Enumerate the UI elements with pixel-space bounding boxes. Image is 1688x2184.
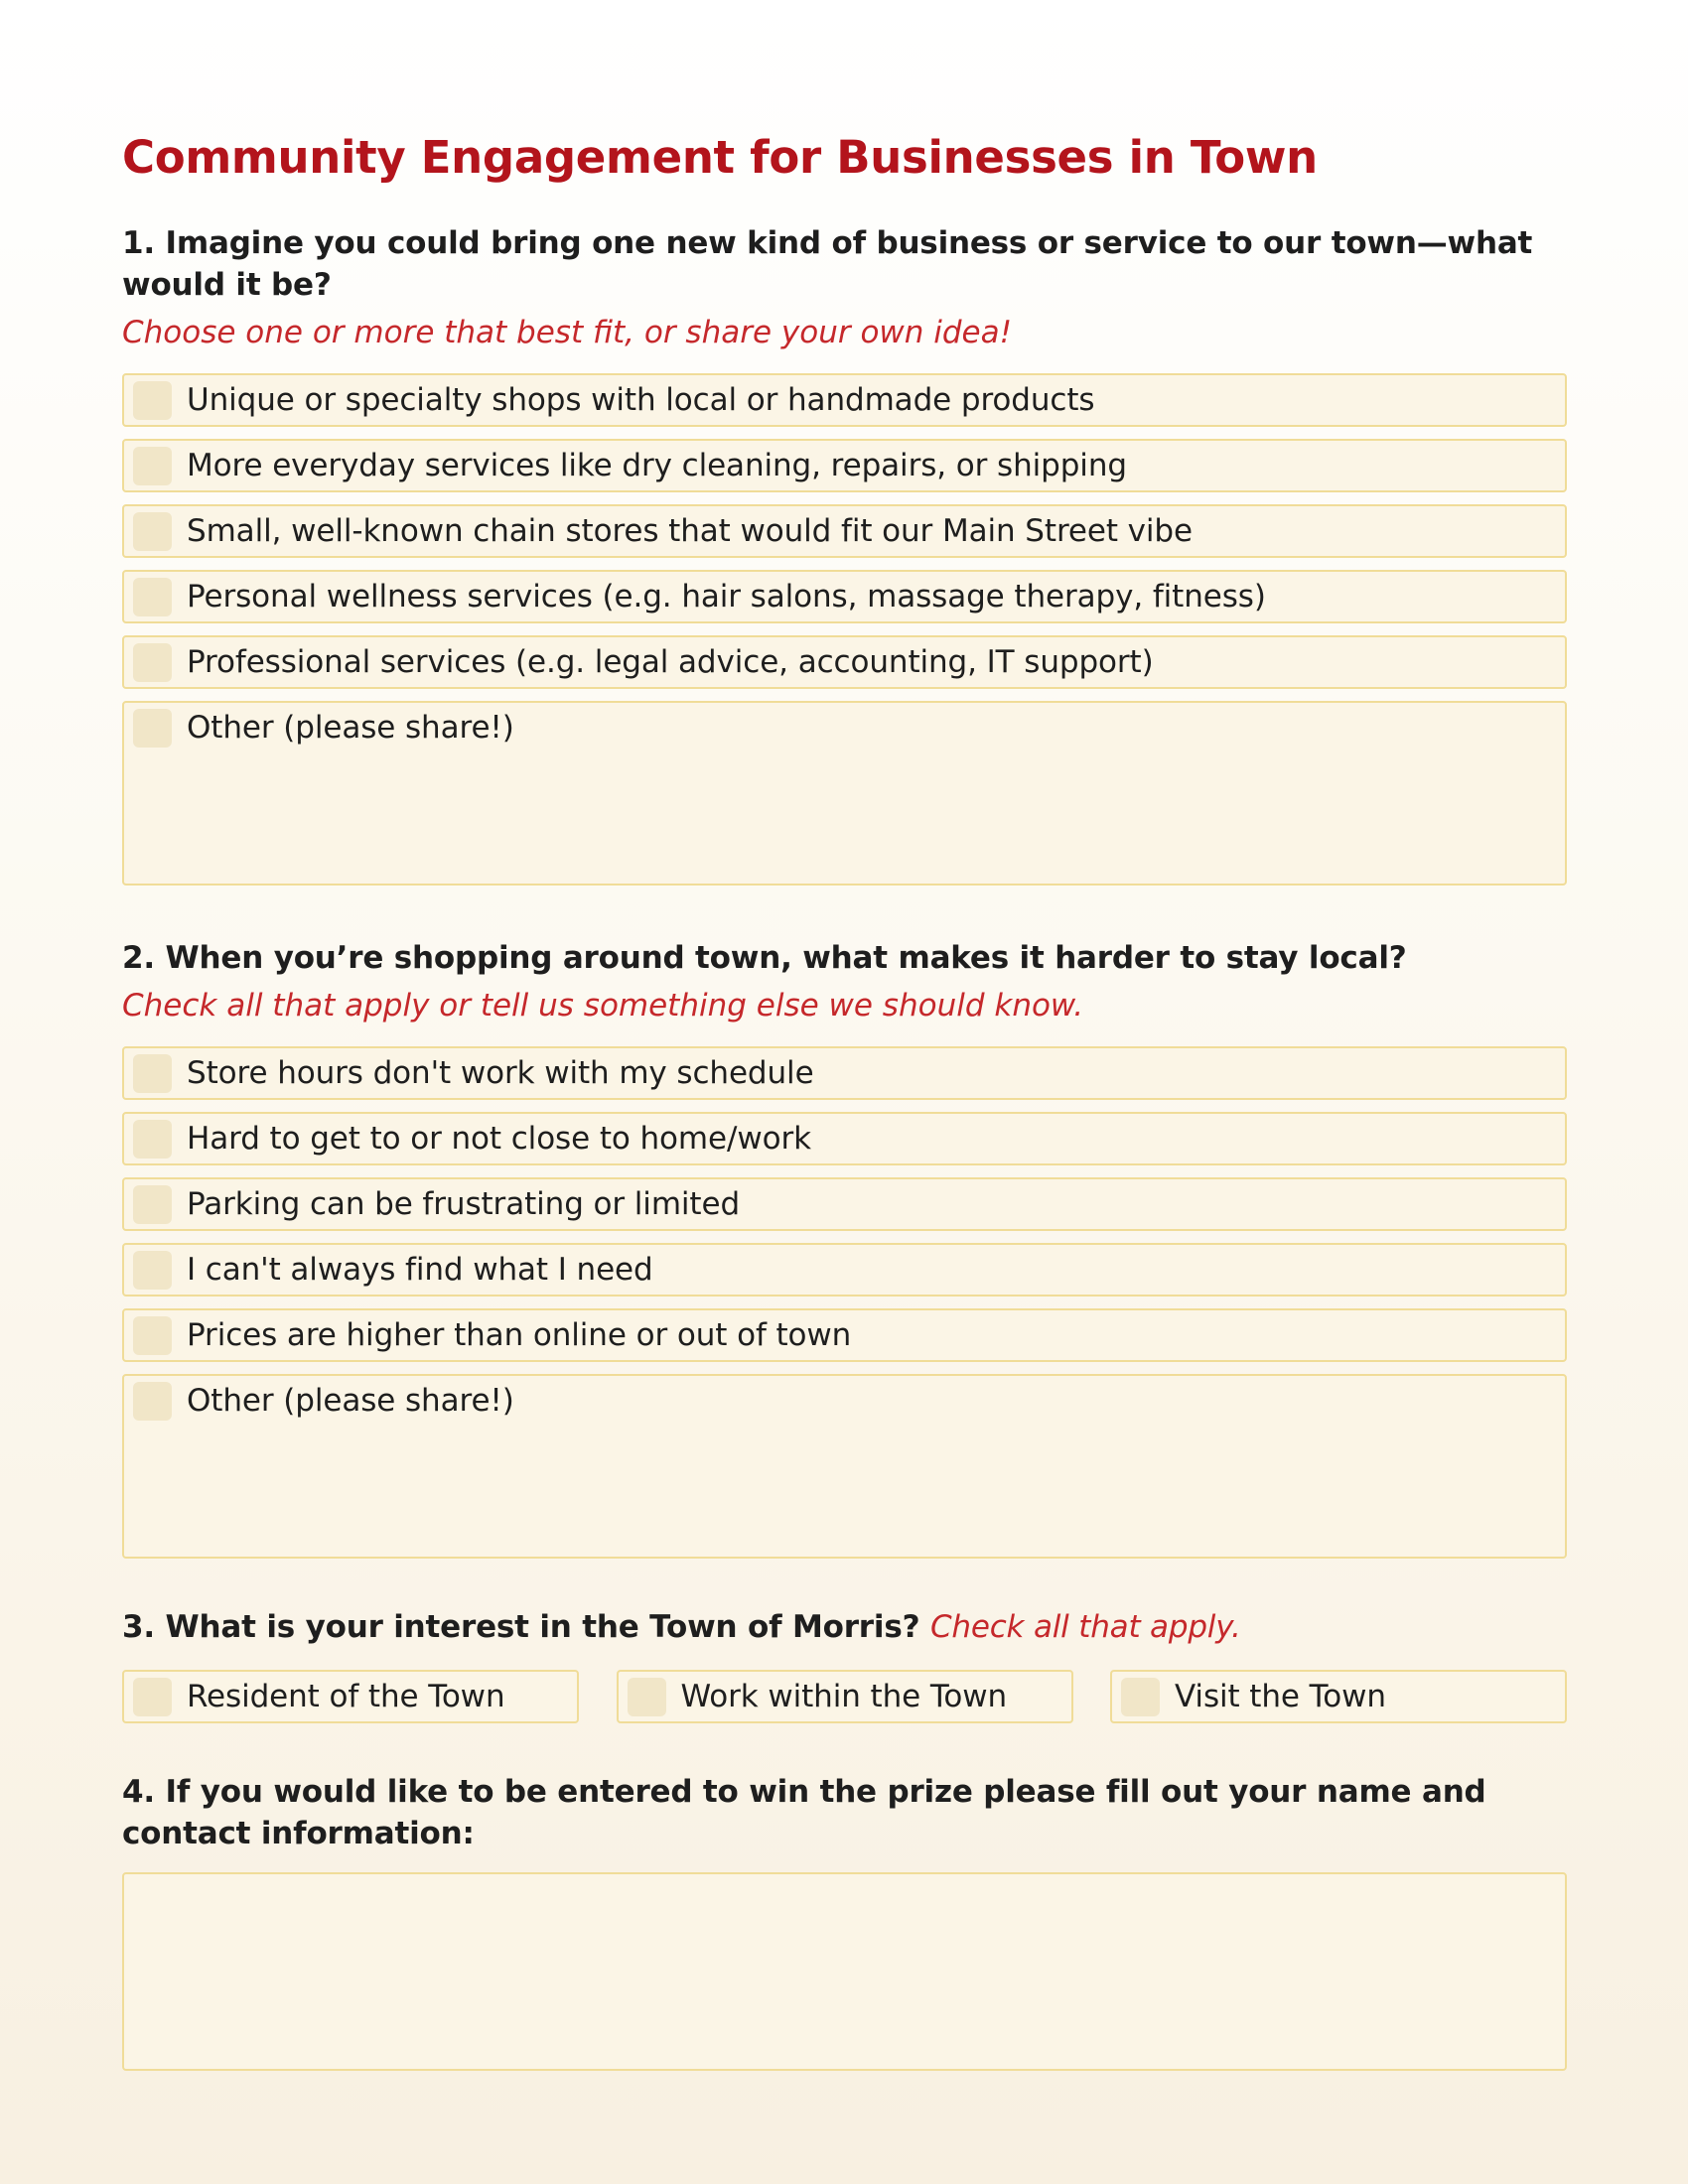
q2-option-label: I can't always find what I need [187,1252,653,1288]
contact-info-textarea[interactable] [122,1872,1567,2071]
q3-option-work[interactable] [617,1670,1073,1723]
question-3-hint: Check all that apply. [929,1609,1241,1645]
q2-checkbox-prices[interactable] [133,1316,172,1355]
question-2-options [122,1046,1567,1559]
question-3-label: 3. What is your interest in the Town of Morris? [122,1609,920,1645]
q2-checkbox-cant-find[interactable] [133,1251,172,1290]
question-4-text: 4. If you would like to be entered to win the prize please fill out your name and contact information: [122,1774,1486,1851]
q2-option-label: Parking can be frustrating or limited [187,1186,741,1222]
question-1-options [122,373,1567,886]
q2-option-prices[interactable] [122,1308,1567,1362]
q1-option-other-textarea[interactable] [122,701,1567,886]
question-3-text [122,1606,1567,1648]
q3-option-visit[interactable] [1110,1670,1567,1723]
q2-checkbox-other[interactable] [133,1382,172,1421]
question-2-hint: Check all that apply or tell us something else we should know. [122,988,1084,1024]
q1-option-label: Unique or specialty shops with local or handmade products [187,382,1095,418]
q1-option-label: Personal wellness services (e.g. hair salons, massage therapy, fitness) [187,579,1266,614]
question-1-text: 1. Imagine you could bring one new kind of business or service to our town—what would it be? [122,225,1533,303]
q3-checkbox-resident[interactable] [133,1678,172,1716]
q1-checkbox-wellness-services[interactable] [133,578,172,616]
question-1-hint: Choose one or more that best fit, or share your own idea! [122,315,1013,350]
question-2-text: 2. When you’re shopping around town, what makes it harder to stay local? [122,940,1407,976]
question-4-section [122,1771,1567,2071]
question-3-section [122,1606,1567,1723]
q1-option-everyday-services[interactable] [122,439,1567,492]
q2-option-label: Store hours don't work with my schedule [187,1055,814,1091]
q2-option-store-hours[interactable] [122,1046,1567,1100]
q2-option-parking[interactable] [122,1177,1567,1231]
page-title: Community Engagement for Businesses in Town [122,131,1318,184]
q1-option-label: Other (please share!) [187,710,514,746]
q1-checkbox-other[interactable] [133,709,172,748]
q3-option-label: Visit the Town [1175,1679,1386,1714]
q1-checkbox-specialty-shops[interactable] [133,381,172,420]
q1-option-professional-services[interactable] [122,635,1567,689]
question-2-section [122,937,1567,1559]
q2-option-label: Hard to get to or not close to home/work [187,1121,811,1157]
q3-option-label: Work within the Town [680,1679,1008,1714]
q1-option-label: More everyday services like dry cleaning, repairs, or shipping [187,448,1127,483]
q1-option-label: Small, well-known chain stores that would fit our Main Street vibe [187,513,1193,549]
question-3-options [122,1670,1567,1723]
question-1-section [122,222,1567,886]
q2-option-cant-find[interactable] [122,1243,1567,1297]
q2-checkbox-store-hours[interactable] [133,1054,172,1093]
q2-option-label: Other (please share!) [187,1383,514,1419]
q3-option-resident[interactable] [122,1670,579,1723]
q3-option-label: Resident of the Town [187,1679,505,1714]
q1-option-chain-stores[interactable] [122,504,1567,558]
q2-option-other-textarea[interactable] [122,1374,1567,1559]
q1-option-label: Professional services (e.g. legal advice, accounting, IT support) [187,644,1154,680]
q2-option-label: Prices are higher than online or out of town [187,1317,852,1353]
q3-checkbox-visit[interactable] [1121,1678,1160,1716]
q1-option-wellness-services[interactable] [122,570,1567,623]
q1-checkbox-professional-services[interactable] [133,643,172,682]
q1-checkbox-chain-stores[interactable] [133,512,172,551]
q2-option-hard-to-get-to[interactable] [122,1112,1567,1165]
q1-checkbox-everyday-services[interactable] [133,447,172,485]
q3-checkbox-work[interactable] [628,1678,666,1716]
q1-option-specialty-shops[interactable] [122,373,1567,427]
q2-checkbox-hard-to-get-to[interactable] [133,1120,172,1159]
q2-checkbox-parking[interactable] [133,1185,172,1224]
survey-page [122,0,1567,2071]
